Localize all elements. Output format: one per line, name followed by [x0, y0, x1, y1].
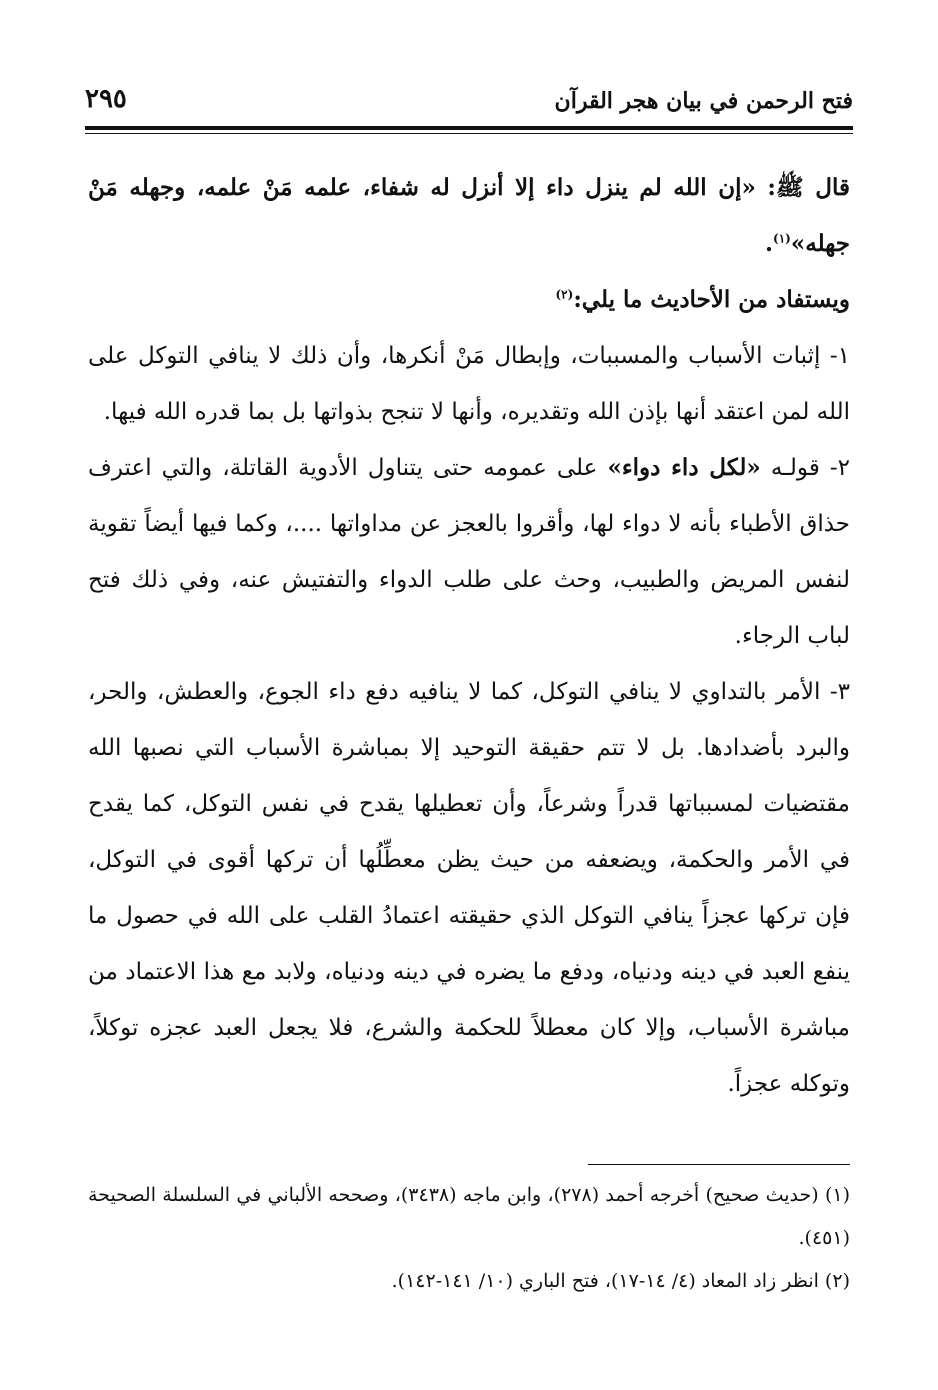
book-title: فتح الرحمن في بيان هجر القرآن — [554, 88, 853, 114]
hadith-intro: قال ﷺ: — [755, 174, 850, 201]
page-number: ٢٩٥ — [85, 84, 127, 114]
footnote-2: (٢) انظر زاد المعاد (٤/ ١٤-١٧)، فتح الباري (١٠/ ١٤١-١٤٢). — [391, 1270, 850, 1292]
point-2-start: ٢- قولـه — [760, 455, 850, 481]
point-3: ٣- الأمر بالتداوي لا ينافي التوكل، كما لا ينافيه دفع داء الجوع، والعطش، والحر، والبرد بأضدادها. بل لا تتم حقيقة التوحيد إلا بمباشرة الأسباب التي نصبها الله مقتضيات لمسبباتها قدراً وشرعاً، وأن تعطيلها يقدح في نفس التوكل، كما يقدح في الأمر والحكمة، ويضعفه من حيث يظن معطِّلُها أن تركها أقوى في التوكل، فإن تركها عجزاً ينافي التوكل الذي حقيقته اعتمادُ القلب على الله في حصول ما ينفع العبد في دينه ودنياه، ودفع ما يضره في دينه ودنياه، ولابد مع هذا الاعتماد من مباشرة الأسباب، وإلا كان معطلاً للحكمة والشرع، فلا يجعل العبد عجزه توكلاً، وتوكله عجزاً. — [88, 679, 850, 1097]
footnotes — [88, 1174, 850, 1303]
benefits-heading-text: ويستفاد من الأحاديث ما يلي: — [573, 286, 850, 313]
main-text — [88, 160, 850, 1112]
running-header — [85, 84, 853, 126]
point-2-quote: «لكل داء دواء» — [607, 454, 761, 481]
hadith-end: . — [765, 230, 774, 257]
header-rule-thin — [85, 133, 853, 134]
point-1: ١- إثبات الأسباب والمسببات، وإبطال مَنْ أنكرها، وأن ذلك لا ينافي التوكل على الله لمن اعتقد أنها بإذن الله وتقديره، وأنها لا تنجح بذواتها بل بما قدره الله فيها. — [88, 343, 850, 425]
footnote-separator — [588, 1164, 850, 1165]
header-rule-thick — [85, 126, 853, 130]
hadith-paragraph — [88, 160, 850, 272]
footnote-ref-2[interactable]: (٢) — [555, 287, 574, 302]
footnote-ref-1[interactable]: (١) — [773, 231, 791, 246]
footnote-1: (١) (حديث صحيح) أخرجه أحمد (٢٧٨)، وابن ماجه (٣٤٣٨)، وصححه الألباني في السلسلة الصحيحة (٤٥١). — [88, 1184, 851, 1249]
benefits-heading — [88, 272, 850, 328]
point-2 — [88, 440, 850, 664]
hadith-quote: «إن الله لم ينزل داء إلا أنزل له شفاء، علمه مَنْ علمه، وجهله مَنْ جهله» — [88, 174, 850, 257]
point-2-rest: على عمومه حتى يتناول الأدوية القاتلة، والتي اعترف حذاق الأطباء بأنه لا دواء لها، وأقروا بالعجز عن مداواتها ....، وكما فيها أيضاً تقوية لنفس المريض والطبيب، وحث على طلب الدواء والتفتيش عنه، وفي ذلك فتح لباب الرجاء. — [88, 455, 850, 649]
